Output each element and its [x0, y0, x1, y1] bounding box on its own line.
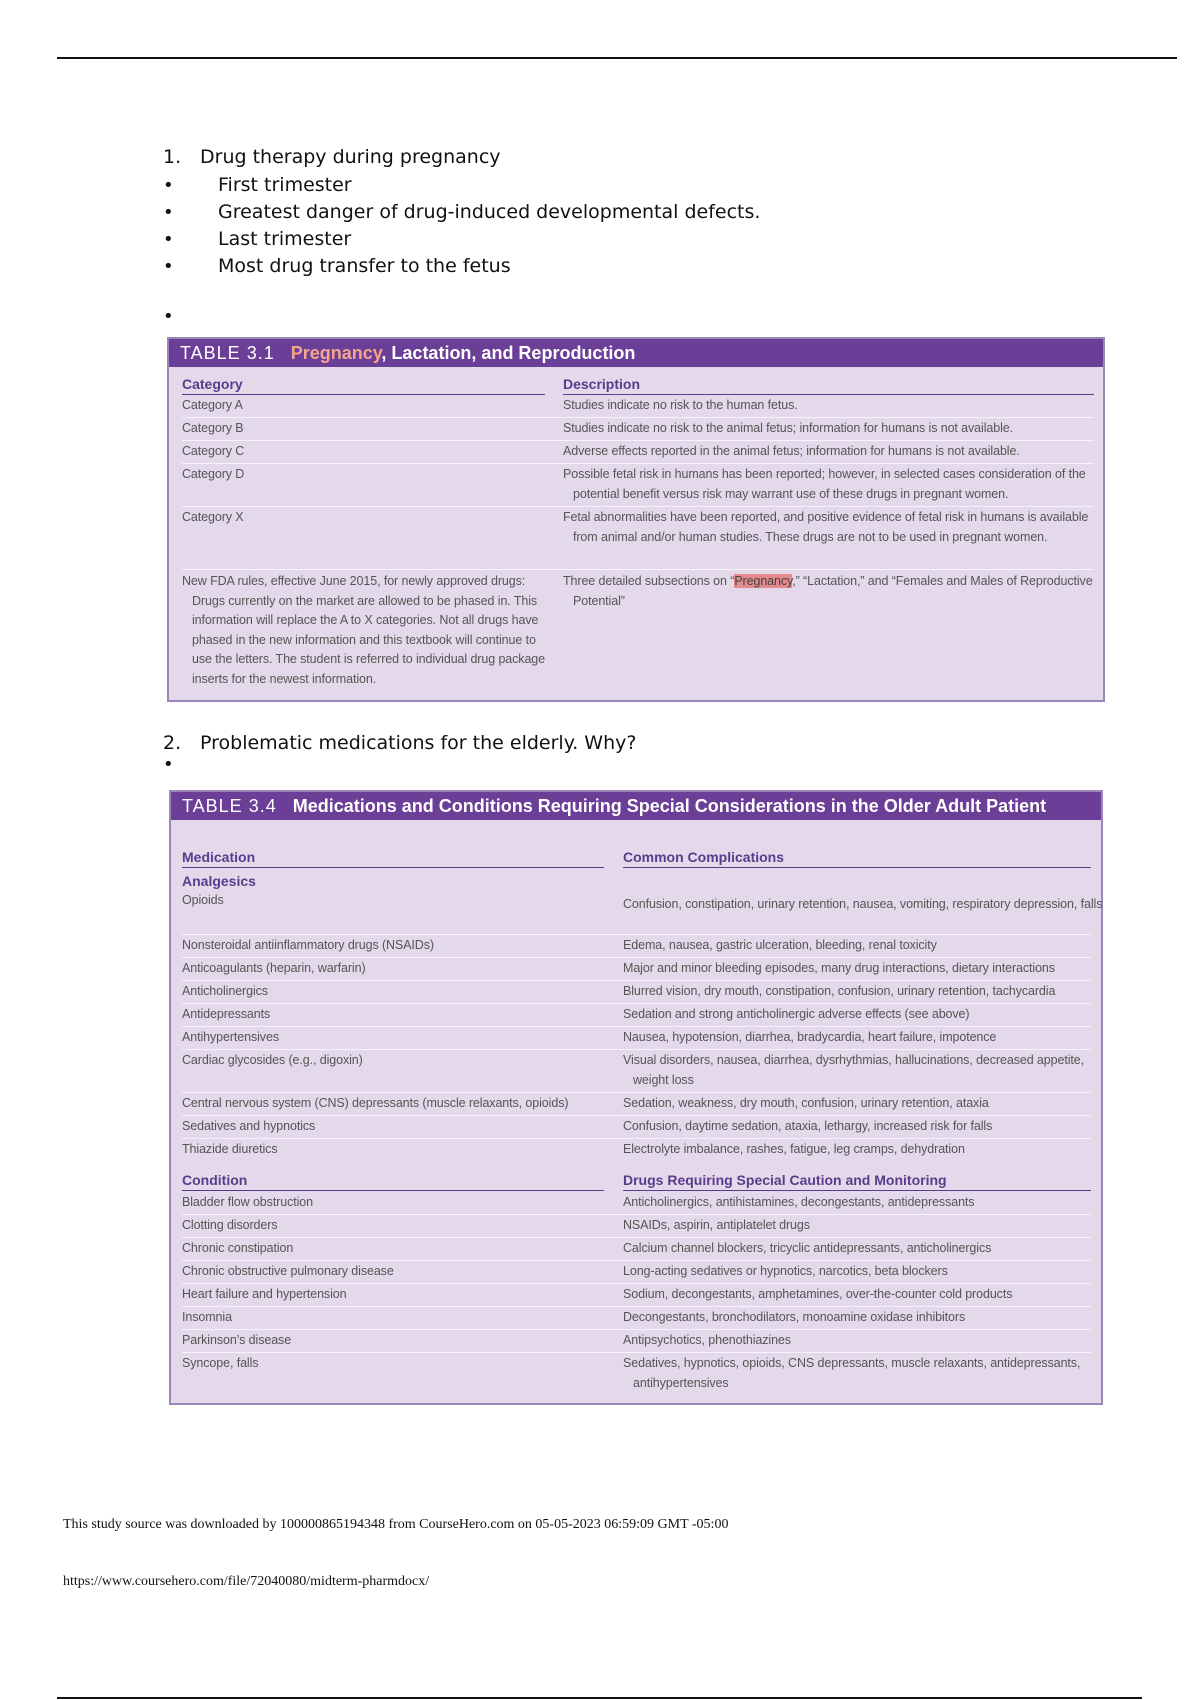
bullet-icon: •: [163, 202, 174, 223]
column-header-complications: Common Complications: [623, 849, 785, 865]
table-cell: Confusion, daytime sedation, ataxia, lethargy, increased risk for falls: [623, 1119, 993, 1133]
header-underline: [623, 867, 1091, 868]
section-2-heading: [163, 732, 636, 754]
row-divider: [182, 934, 1091, 935]
table-cell: Category D: [182, 467, 245, 481]
cell-text: ,” “Lactation,” and “Females and Males of Reproductive Potential”: [573, 574, 1093, 608]
group-analgesics: Analgesics: [182, 873, 256, 889]
table-cell: New FDA rules, effective June 2015, for newly approved drugs: Drugs currently on the market are allowed to be phased in. This information will replace the A to X categories. Not all drugs have phased in the new information and this textbook will continue to use the letters. The student is referred to individual drug package inserts for the newest information.: [182, 574, 546, 686]
table-cell: Chronic obstructive pulmonary disease: [182, 1264, 394, 1278]
row-divider: [182, 1026, 1091, 1027]
header-underline: [623, 1190, 1091, 1191]
section-1-heading: [163, 146, 501, 168]
top-rule: [57, 57, 1177, 59]
table-cell: Fetal abnormalities have been reported, and positive evidence of fetal risk in humans is available from animal and/or human studies. These drugs are not to be used in pregnant women.: [563, 510, 1089, 544]
header-underline: [182, 394, 545, 395]
row-divider: [182, 1329, 1091, 1330]
row-divider: [182, 1138, 1091, 1139]
table-cell: Cardiac glycosides (e.g., digoxin): [182, 1053, 363, 1067]
table-cell: Category B: [182, 421, 244, 435]
table-cell: Calcium channel blockers, tricyclic antidepressants, anticholinergics: [623, 1241, 992, 1255]
table-cell: Major and minor bleeding episodes, many drug interactions, dietary interactions: [623, 961, 1055, 975]
row-divider: [182, 1092, 1091, 1093]
table-cell: Category X: [182, 510, 244, 524]
section-1-number: 1.: [163, 146, 182, 168]
table-3-4-header: [171, 792, 1101, 820]
empty-bullet-icon: •: [163, 754, 174, 775]
list-item: [163, 172, 760, 199]
table-cell: Category A: [182, 398, 243, 412]
table-cell: Bladder flow obstruction: [182, 1195, 314, 1209]
table-cell: Sodium, decongestants, amphetamines, over-the-counter cold products: [623, 1287, 1013, 1301]
list-item: [163, 253, 760, 280]
column-header-category: Category: [182, 376, 243, 392]
header-underline: [182, 867, 604, 868]
column-header-medication: Medication: [182, 849, 256, 865]
header-underline: [563, 394, 1094, 395]
table-cell: Opioids: [182, 893, 224, 907]
table-cell: Syncope, falls: [182, 1356, 259, 1370]
table-cell: [563, 572, 1093, 611]
table-cell: Heart failure and hypertension: [182, 1287, 347, 1301]
row-divider: [182, 417, 1094, 418]
table-cell: Thiazide diuretics: [182, 1142, 278, 1156]
table-cell: Adverse effects reported in the animal fetus; information for humans is not available.: [563, 444, 1020, 458]
table-cell: Sedatives and hypnotics: [182, 1119, 316, 1133]
table-cell: Nausea, hypotension, diarrhea, bradycardia, heart failure, impotence: [623, 1030, 997, 1044]
table-cell: Antipsychotics, phenothiazines: [623, 1333, 791, 1347]
row-divider: [182, 1049, 1091, 1050]
list-item: [163, 226, 760, 253]
table-cell: Studies indicate no risk to the animal fetus; information for humans is not available.: [563, 421, 1013, 435]
row-divider: [182, 1237, 1091, 1238]
table-3-1-title: , Lactation, and Reproduction: [381, 343, 636, 363]
table-cell: Sedation and strong anticholinergic adverse effects (see above): [623, 1007, 970, 1021]
row-divider: [182, 1283, 1091, 1284]
table-cell: Chronic constipation: [182, 1241, 294, 1255]
bullet-text: Last trimester: [218, 228, 352, 250]
section-1-bullets: [163, 172, 760, 280]
table-cell: Central nervous system (CNS) depressants (muscle relaxants, opioids): [182, 1096, 569, 1110]
table-3-4: [169, 790, 1103, 1405]
table-cell: Confusion, constipation, urinary retention, nausea, vomiting, respiratory depression, falls: [623, 897, 1103, 911]
row-divider: [182, 506, 1094, 507]
table-cell: Nonsteroidal antiinflammatory drugs (NSAIDs): [182, 938, 434, 952]
bottom-rule: [57, 1697, 1142, 1699]
table-cell: Edema, nausea, gastric ulceration, bleeding, renal toxicity: [623, 938, 937, 952]
table-cell: Sedation, weakness, dry mouth, confusion, urinary retention, ataxia: [623, 1096, 989, 1110]
row-divider: [182, 957, 1091, 958]
row-divider: [182, 1003, 1091, 1004]
table-cell: Decongestants, bronchodilators, monoamine oxidase inhibitors: [623, 1310, 966, 1324]
section-2-title: Problematic medications for the elderly. Why?: [200, 732, 637, 754]
bullet-text: Most drug transfer to the fetus: [218, 255, 511, 277]
table-cell: Studies indicate no risk to the human fetus.: [563, 398, 798, 412]
bullet-text: Greatest danger of drug-induced developmental defects.: [218, 201, 761, 223]
table-cell: Parkinson’s disease: [182, 1333, 292, 1347]
row-divider: [182, 1260, 1091, 1261]
source-url[interactable]: https://www.coursehero.com/file/72040080/midterm-pharmdocx/: [63, 1574, 430, 1589]
table-3-1-header: [169, 339, 1103, 367]
bullet-text: First trimester: [218, 174, 352, 196]
bullet-icon: •: [163, 229, 174, 250]
table-cell: Possible fetal risk in humans has been reported; however, in selected cases consideration of the potential benefit versus risk may warrant use of these drugs in pregnant women.: [563, 467, 1086, 501]
row-divider: [182, 1115, 1091, 1116]
row-divider: [182, 1214, 1091, 1215]
row-divider: [182, 1306, 1091, 1307]
row-divider: [182, 569, 1094, 570]
table-cell: Long-acting sedatives or hypnotics, narcotics, beta blockers: [623, 1264, 948, 1278]
row-divider: [182, 463, 1094, 464]
table-cell: Anticholinergics: [182, 984, 268, 998]
table-cell: Clotting disorders: [182, 1218, 278, 1232]
table-cell: NSAIDs, aspirin, antiplatelet drugs: [623, 1218, 810, 1232]
table-cell: Visual disorders, nausea, diarrhea, dysrhythmias, hallucinations, decreased appetite, weight loss: [623, 1053, 1084, 1087]
table-cell: Antihypertensives: [182, 1030, 279, 1044]
row-divider: [182, 1352, 1091, 1353]
row-divider: [182, 440, 1094, 441]
download-notice: This study source was downloaded by 100000865194348 from CourseHero.com on 05-05-2023 06:59:09 GMT -05:00: [63, 1517, 729, 1532]
column-header-description: Description: [563, 376, 641, 392]
table-cell: Sedatives, hypnotics, opioids, CNS depressants, muscle relaxants, antidepressants, antihypertensives: [623, 1356, 1081, 1390]
table-cell: Anticholinergics, antihistamines, decongestants, antidepressants: [623, 1195, 975, 1209]
column-header-condition: Condition: [182, 1172, 248, 1188]
section-1-title: Drug therapy during pregnancy: [200, 146, 501, 168]
bullet-icon: •: [163, 175, 174, 196]
table-cell: Blurred vision, dry mouth, constipation, confusion, urinary retention, tachycardia: [623, 984, 1056, 998]
table-3-4-title: Medications and Conditions Requiring Special Considerations in the Older Adult Patient: [292, 796, 1047, 816]
table-cell: Antidepressants: [182, 1007, 271, 1021]
section-2-number: 2.: [163, 732, 182, 754]
table-cell: Insomnia: [182, 1310, 232, 1324]
empty-bullet-icon: •: [163, 306, 174, 327]
table-3-1-title-highlight: Pregnancy: [290, 343, 382, 363]
highlighted-word: Pregnancy: [734, 574, 793, 588]
table-3-4-label: TABLE 3.4: [182, 796, 277, 816]
table-cell: Anticoagulants (heparin, warfarin): [182, 961, 366, 975]
row-divider: [182, 980, 1091, 981]
bullet-icon: •: [163, 256, 174, 277]
table-3-1: [167, 337, 1105, 702]
list-item: [163, 199, 760, 226]
table-cell: Electrolyte imbalance, rashes, fatigue, leg cramps, dehydration: [623, 1142, 965, 1156]
column-header-drugs-caution: Drugs Requiring Special Caution and Monitoring: [623, 1172, 947, 1188]
table-3-1-label: TABLE 3.1: [180, 343, 275, 363]
table-cell: Category C: [182, 444, 245, 458]
cell-text: Three detailed subsections on “: [563, 574, 735, 588]
header-underline: [182, 1190, 604, 1191]
